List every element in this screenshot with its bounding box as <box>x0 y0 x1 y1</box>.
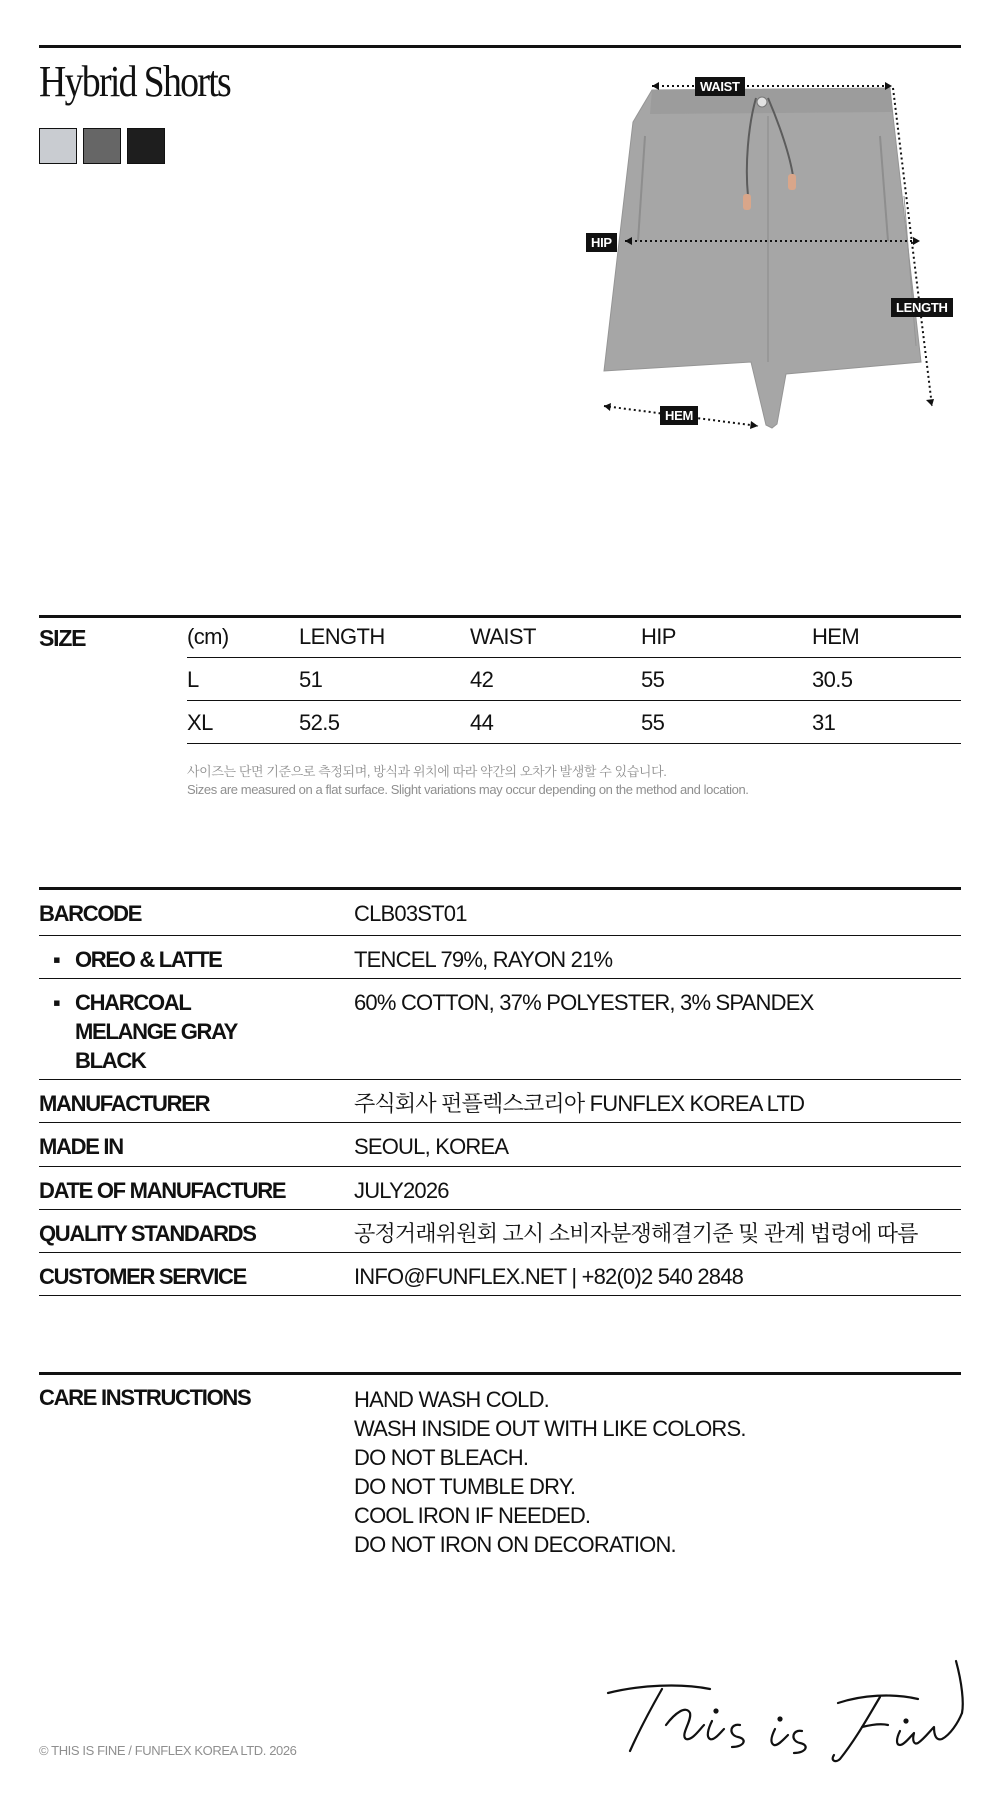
charcoal-label-line: CHARCOAL <box>75 990 191 1015</box>
quality-value: 공정거래위원회 고시 소비자분쟁해결기준 및 관계 법령에 따름 <box>354 1221 918 1246</box>
shorts-illustration <box>580 76 965 436</box>
info-row-made-in <box>39 1123 961 1167</box>
size-cell: 42 <box>470 667 494 692</box>
info-row-manufacturer <box>39 1080 961 1123</box>
size-cell: 52.5 <box>299 710 340 735</box>
care-top-rule <box>39 1372 961 1375</box>
bullet-icon: ▪ <box>53 947 61 972</box>
barcode-value: CLB03ST01 <box>354 901 467 926</box>
swatch-charcoal[interactable] <box>83 128 121 164</box>
size-row-l <box>187 658 961 701</box>
customer-service-value: INFO@FUNFLEX.NET | +82(0)2 540 2848 <box>354 1264 744 1289</box>
color-swatches <box>39 128 165 164</box>
charcoal-label <box>75 988 237 1075</box>
info-row-quality <box>39 1210 961 1253</box>
size-cell: 30.5 <box>812 667 853 692</box>
shorts-body <box>604 88 921 428</box>
manufacturer-value: 주식회사 펀플렉스코리아 FUNFLEX KOREA LTD <box>354 1091 805 1116</box>
length-tag: LENGTH <box>891 298 953 317</box>
date-label: DATE OF MANUFACTURE <box>39 1178 286 1203</box>
made-in-value: SEOUL, KOREA <box>354 1134 509 1159</box>
bullet-icon: ▪ <box>53 990 61 1015</box>
waistband <box>650 88 892 114</box>
copyright: © THIS IS FINE / FUNFLEX KOREA LTD. 2026 <box>39 1743 297 1758</box>
customer-service-label: CUSTOMER SERVICE <box>39 1264 246 1289</box>
size-col-waist: WAIST <box>470 624 536 649</box>
size-cell: 31 <box>812 710 836 735</box>
hip-tag: HIP <box>586 233 617 252</box>
size-heading: SIZE <box>39 625 86 651</box>
size-cell: XL <box>187 710 213 735</box>
care-line: DO NOT IRON ON DECORATION. <box>354 1532 676 1557</box>
size-col-length: LENGTH <box>299 624 385 649</box>
size-note <box>187 763 749 799</box>
product-info-table <box>39 887 961 1296</box>
care-lines <box>354 1385 746 1559</box>
size-cell: 55 <box>641 710 665 735</box>
care-line: WASH INSIDE OUT WITH LIKE COLORS. <box>354 1416 746 1441</box>
size-col-hip: HIP <box>641 624 676 649</box>
info-row-barcode <box>39 890 961 936</box>
size-row-xl <box>187 701 961 744</box>
care-label: CARE INSTRUCTIONS <box>39 1385 251 1410</box>
measurement-diagram <box>580 76 965 436</box>
charcoal-value: 60% COTTON, 37% POLYESTER, 3% SPANDEX <box>354 990 814 1015</box>
waist-tag: WAIST <box>695 77 745 96</box>
manufacturer-label: MANUFACTURER <box>39 1091 210 1116</box>
care-line: COOL IRON IF NEEDED. <box>354 1503 591 1528</box>
info-row-oreo-latte <box>39 936 961 979</box>
size-cell: 51 <box>299 667 323 692</box>
date-value: JULY2026 <box>354 1178 449 1203</box>
drawstring-tip-right <box>788 174 796 190</box>
size-cell: L <box>187 667 199 692</box>
care-line: DO NOT TUMBLE DRY. <box>354 1474 576 1499</box>
swatch-oreo-latte[interactable] <box>39 128 77 164</box>
top-rule <box>39 45 961 48</box>
size-col-hem: HEM <box>812 624 860 649</box>
charcoal-label-line: BLACK <box>75 1048 146 1073</box>
size-col-unit: (cm) <box>187 624 229 649</box>
size-header-row <box>187 615 961 658</box>
drawstring-tip-left <box>743 194 751 210</box>
care-line: DO NOT BLEACH. <box>354 1445 529 1470</box>
oreo-latte-label: OREO & LATTE <box>75 947 222 972</box>
size-note-en: Sizes are measured on a flat surface. Slight variations may occur depending on the method and location. <box>187 782 749 797</box>
size-cell: 44 <box>470 710 494 735</box>
product-title: Hybrid Shorts <box>39 57 231 106</box>
hem-tag: HEM <box>660 406 698 425</box>
info-row-customer-service <box>39 1253 961 1296</box>
barcode-label: BARCODE <box>39 901 142 926</box>
size-note-ko: 사이즈는 단면 기준으로 측정되며, 방식과 위치에 따라 약간의 오차가 발생할 수 있습니다. <box>187 764 667 779</box>
charcoal-label-line: MELANGE GRAY <box>75 1019 238 1044</box>
swatch-black[interactable] <box>127 128 165 164</box>
care-line: HAND WASH COLD. <box>354 1387 549 1412</box>
size-cell: 55 <box>641 667 665 692</box>
oreo-latte-value: TENCEL 79%, RAYON 21% <box>354 947 613 972</box>
info-row-charcoal <box>39 979 961 1080</box>
signature-logo <box>600 1655 970 1765</box>
size-table <box>187 615 961 744</box>
made-in-label: MADE IN <box>39 1134 123 1159</box>
info-row-date <box>39 1167 961 1210</box>
quality-label: QUALITY STANDARDS <box>39 1221 256 1246</box>
